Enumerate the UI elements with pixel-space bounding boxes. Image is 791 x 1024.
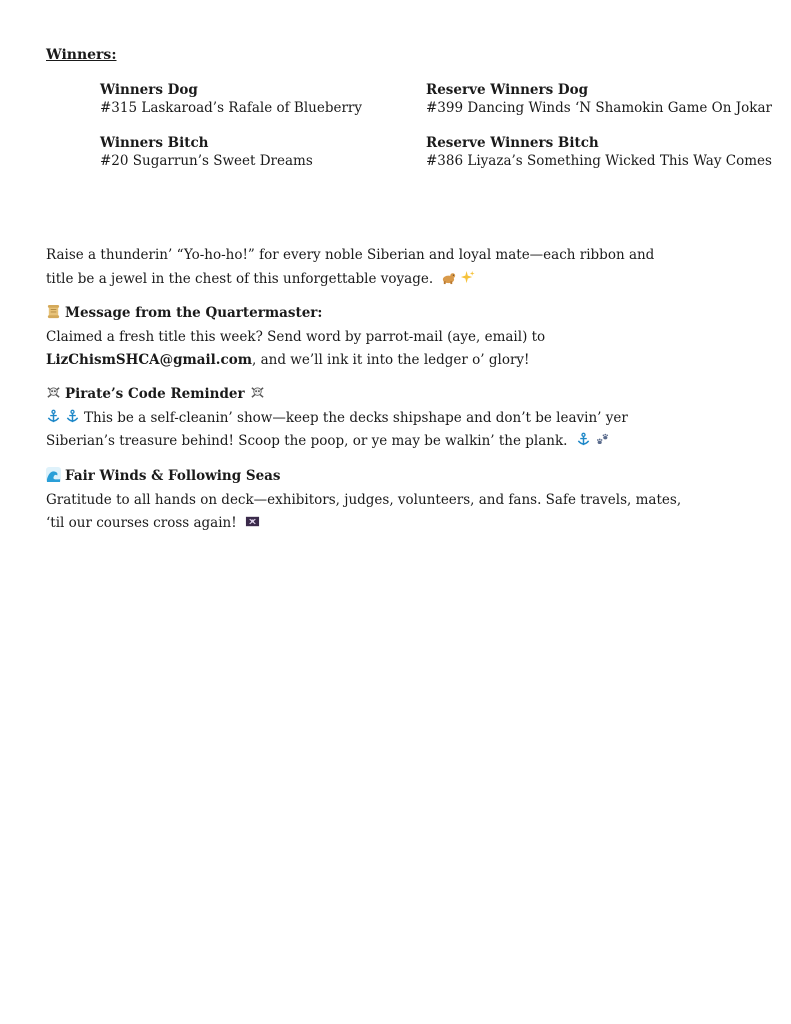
quartermaster-heading-line: [46, 302, 646, 326]
wave-icon: [46, 467, 61, 482]
dog-icon: [441, 270, 456, 285]
raise-line-2: title be a jewel in the chest of this unforgettable voyage.: [46, 270, 434, 287]
quartermaster-line-2: [46, 349, 646, 373]
paw-prints-icon: [595, 432, 610, 447]
scroll-icon: [46, 304, 61, 319]
skull-crossbones-icon: [46, 385, 61, 400]
fair-winds-line-2: ‘til our courses cross again!: [46, 515, 237, 531]
award-winners-dog: [100, 81, 440, 117]
pirate-code-line-1-wrap: [46, 407, 646, 431]
pirate-code-heading: Pirate’s Code Reminder: [65, 386, 245, 402]
pirate-code-line-2-wrap: [46, 430, 646, 454]
award-reserve-winners-bitch: [426, 134, 772, 170]
award-entry: #315 Laskaroad’s Rafale of Blueberry: [100, 100, 362, 116]
anchor-icon: [46, 409, 61, 424]
email-address[interactable]: LizChismSHCA@gmail.com: [46, 352, 253, 368]
anchor-icon: [65, 409, 80, 424]
award-entry: #20 Sugarrun’s Sweet Dreams: [100, 153, 313, 169]
quartermaster-line-1: Claimed a fresh title this week? Send word by parrot-mail (aye, email) to: [46, 328, 546, 345]
fair-winds-line-1: Gratitude to all hands on deck—exhibitors, judges, volunteers, and fans. Safe travels, mates,: [46, 491, 682, 508]
quartermaster-heading: Message from the Quartermaster:: [65, 305, 323, 321]
award-reserve-winners-dog: [426, 81, 772, 117]
fair-winds-heading-line: [46, 465, 646, 489]
pirate-flag-icon: [245, 514, 260, 529]
award-title: Winners Dog: [100, 82, 198, 98]
raise-line-2-wrap: [46, 268, 646, 292]
fair-winds-heading: Fair Winds & Following Seas: [65, 468, 281, 484]
award-title: Reserve Winners Dog: [426, 82, 589, 98]
raise-line-1: Raise a thunderin’ “Yo-ho-ho!” for every noble Siberian and loyal mate—each ribbon and: [46, 247, 655, 263]
pirate-code-heading-line: [46, 383, 646, 407]
pirate-code-line-2: Siberian’s treasure behind! Scoop the poop, or ye may be walkin’ the plank.: [46, 433, 568, 449]
skull-crossbones-icon: [250, 385, 265, 400]
award-title: Reserve Winners Bitch: [426, 135, 599, 151]
fair-winds-section: [46, 465, 682, 536]
quartermaster-section: [46, 302, 646, 373]
pirate-code-section: [46, 383, 646, 454]
quartermaster-line-2-rest: , and we’ll ink it into the ledger o’ glory!: [252, 352, 530, 368]
pirate-code-line-1: This be a self-cleanin’ show—keep the decks shipshape and don’t be leavin’ yer: [84, 409, 628, 426]
anchor-icon: [576, 432, 591, 447]
winners-heading: Winners:: [46, 47, 117, 63]
award-entry: #386 Liyaza’s Something Wicked This Way Comes: [426, 153, 772, 169]
raise-paragraph: [46, 244, 655, 291]
sparkles-icon: [460, 270, 475, 285]
award-winners-bitch: [100, 134, 440, 170]
fair-winds-line-2-wrap: [46, 512, 646, 536]
award-title: Winners Bitch: [100, 135, 209, 151]
award-entry: #399 Dancing Winds ‘N Shamokin Game On Jokar: [426, 100, 772, 116]
